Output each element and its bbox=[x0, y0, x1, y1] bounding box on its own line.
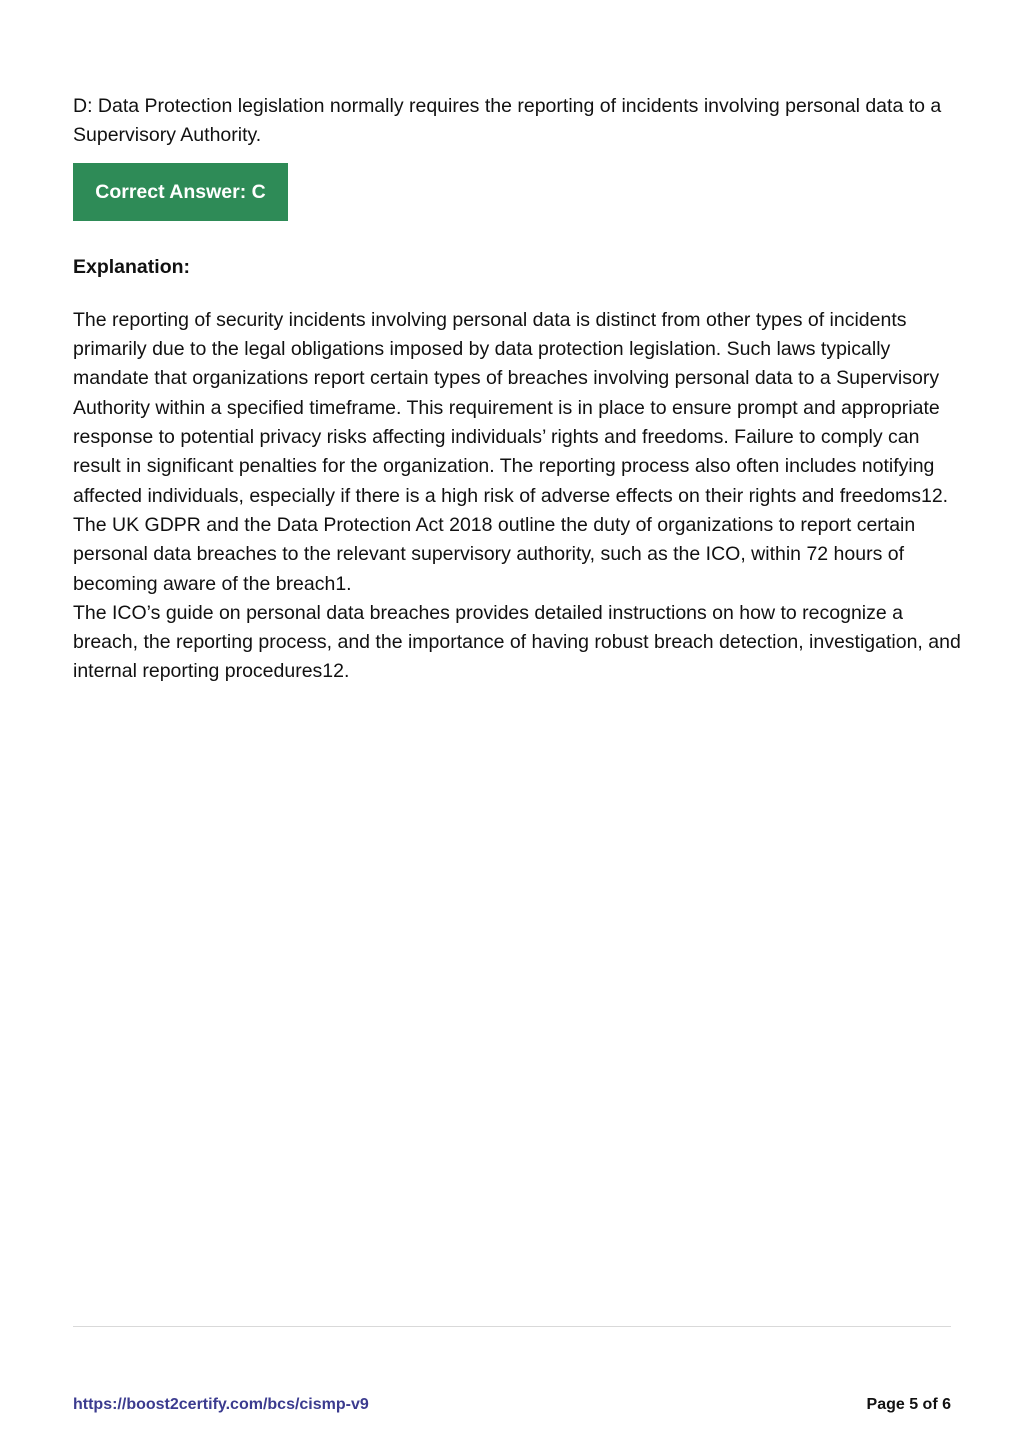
explanation-paragraph: The UK GDPR and the Data Protection Act 2018 outline the duty of organizations to report certain personal data breaches to the relevant supervisory authority, such as the ICO, within 72 hours of becoming aware of the breach1. bbox=[73, 513, 916, 595]
explanation-heading: Explanation: bbox=[73, 255, 191, 278]
explanation-paragraph: The reporting of security incidents involving personal data is distinct from other types of incidents primarily due to the legal obligations imposed by data protection legislation. Such laws typically mandate that organizations report certain types of breaches involving personal data to a Supervisory Authority within a specified timeframe. This requirement is in place to ensure prompt and appropriate response to potential privacy risks affecting individuals’ rights and freedoms. Failure to comply can result in significant penalties for the organization. The reporting process also often includes notifying affected individuals, especially if there is a high risk of adverse effects on their rights and freedoms12. bbox=[73, 308, 949, 507]
footer-divider bbox=[73, 1326, 951, 1327]
correct-answer-badge: Correct Answer: C bbox=[73, 163, 288, 221]
explanation-paragraph: The ICO’s guide on personal data breaches provides detailed instructions on how to recognize a breach, the reporting process, and the importance of having robust breach detection, investigation, and internal reporting procedures12. bbox=[73, 601, 961, 683]
question-content bbox=[73, 92, 963, 687]
option-d-text: D: Data Protection legislation normally requires the reporting of incidents involving personal data to a Supervisory Authority. bbox=[73, 95, 942, 147]
footer-url-link[interactable]: https://boost2certify.com/bcs/cismp-v9 bbox=[73, 1396, 369, 1413]
explanation-body bbox=[73, 306, 963, 687]
page-number: Page 5 of 6 bbox=[866, 1396, 951, 1413]
